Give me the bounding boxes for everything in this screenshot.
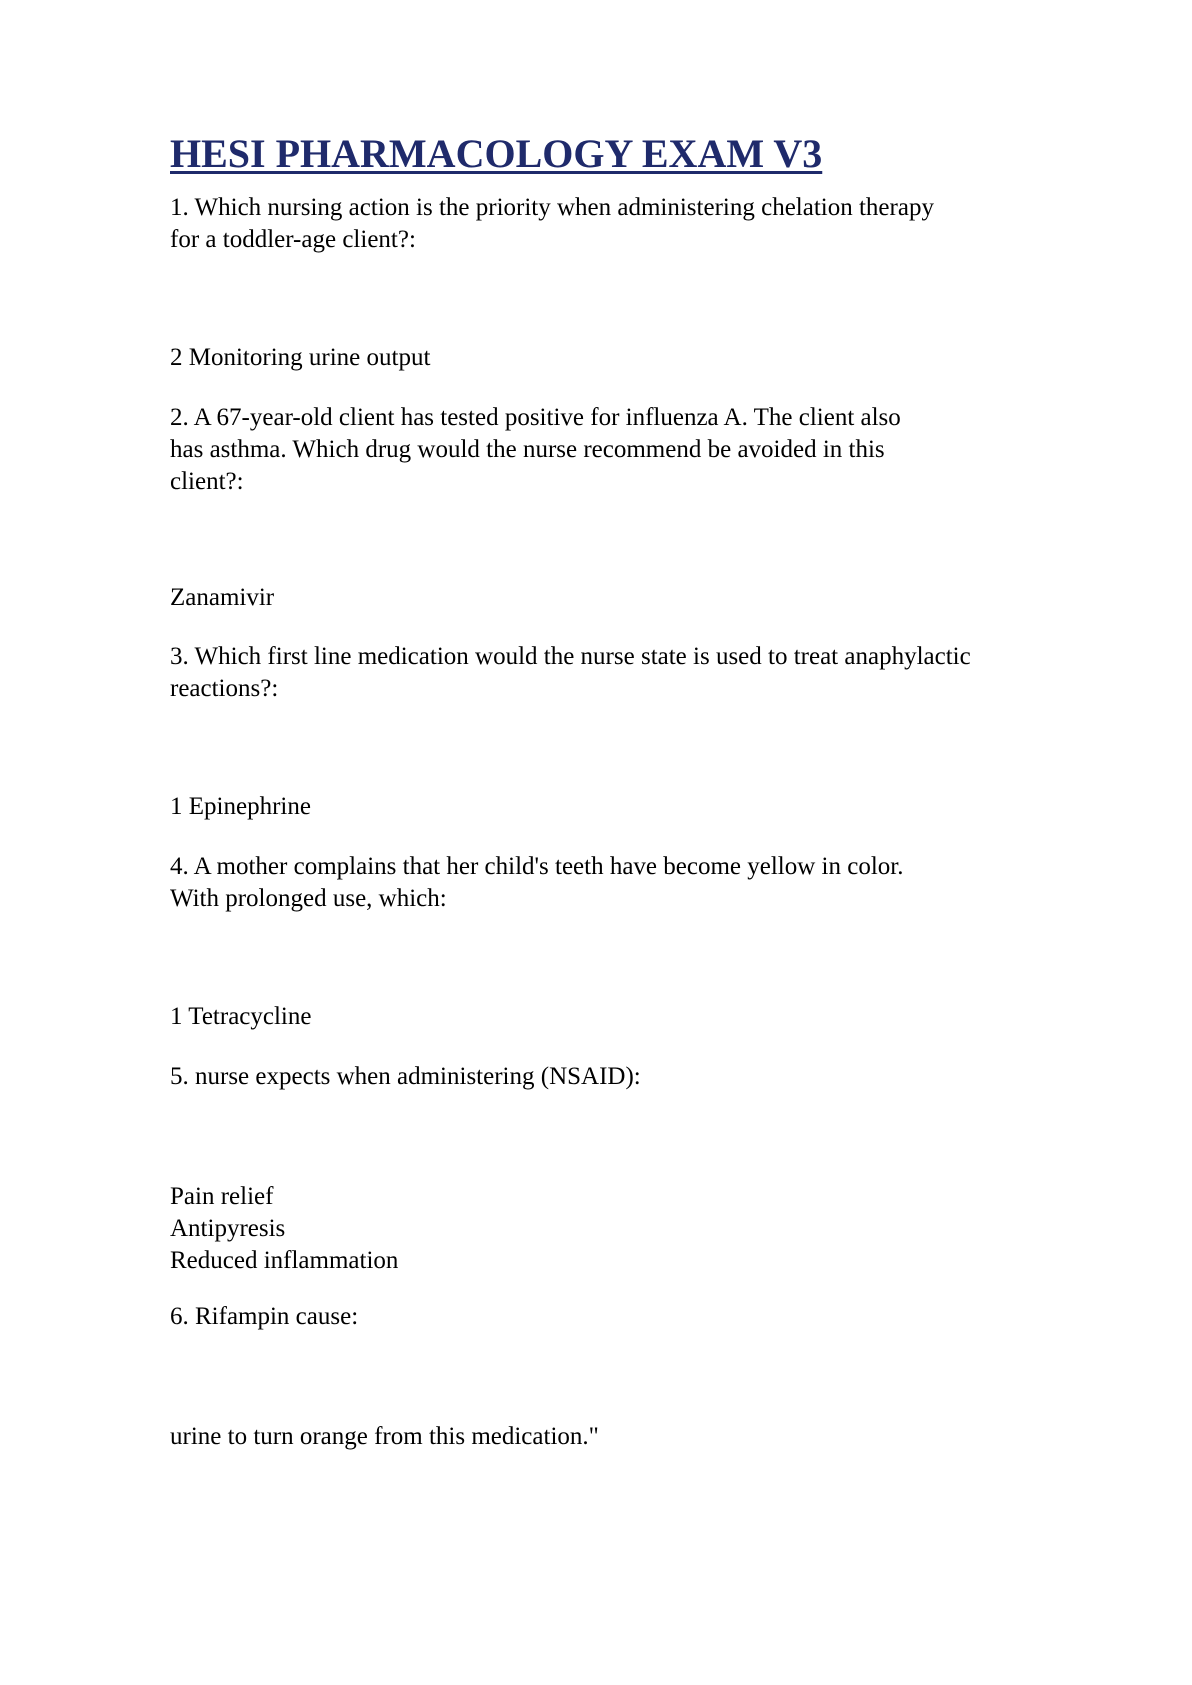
- question-line: reactions?:: [170, 675, 279, 702]
- answer-2: [170, 582, 1100, 614]
- question-3: [170, 641, 1100, 705]
- answer-1: [170, 342, 1100, 374]
- question-1: [170, 192, 1100, 256]
- question-line: for a toddler-age client?:: [170, 226, 416, 253]
- answer-6: [170, 1421, 1100, 1453]
- answer-line: 2 Monitoring urine output: [170, 344, 431, 371]
- question-5: [170, 1061, 1100, 1093]
- question-line: With prolonged use, which:: [170, 885, 447, 912]
- answer-line: urine to turn orange from this medication.": [170, 1423, 599, 1450]
- answer-line: 1 Tetracycline: [170, 1003, 312, 1030]
- answer-4: [170, 1001, 1100, 1033]
- question-line: 1. Which nursing action is the priority when administering chelation therapy: [170, 194, 934, 221]
- document-title: HESI PHARMACOLOGY EXAM V3: [170, 131, 823, 176]
- answer-3: [170, 791, 1100, 823]
- question-line: 2. A 67-year-old client has tested positive for influenza A. The client also: [170, 404, 901, 431]
- answer-line: Reduced inflammation: [170, 1247, 399, 1274]
- answer-line: Antipyresis: [170, 1215, 286, 1242]
- question-line: has asthma. Which drug would the nurse recommend be avoided in this: [170, 436, 885, 463]
- answer-line: Zanamivir: [170, 584, 275, 611]
- question-line: 5. nurse expects when administering (NSAID):: [170, 1063, 641, 1090]
- question-line: 3. Which first line medication would the nurse state is used to treat anaphylactic: [170, 643, 971, 670]
- question-line: 4. A mother complains that her child's teeth have become yellow in color.: [170, 853, 904, 880]
- question-line: client?:: [170, 468, 244, 495]
- question-line: 6. Rifampin cause:: [170, 1303, 359, 1330]
- answer-line: 1 Epinephrine: [170, 793, 311, 820]
- question-4: [170, 851, 1100, 915]
- question-6: [170, 1301, 1100, 1333]
- question-2: [170, 402, 1100, 498]
- answer-5: [170, 1181, 1100, 1277]
- answer-line: Pain relief: [170, 1183, 274, 1210]
